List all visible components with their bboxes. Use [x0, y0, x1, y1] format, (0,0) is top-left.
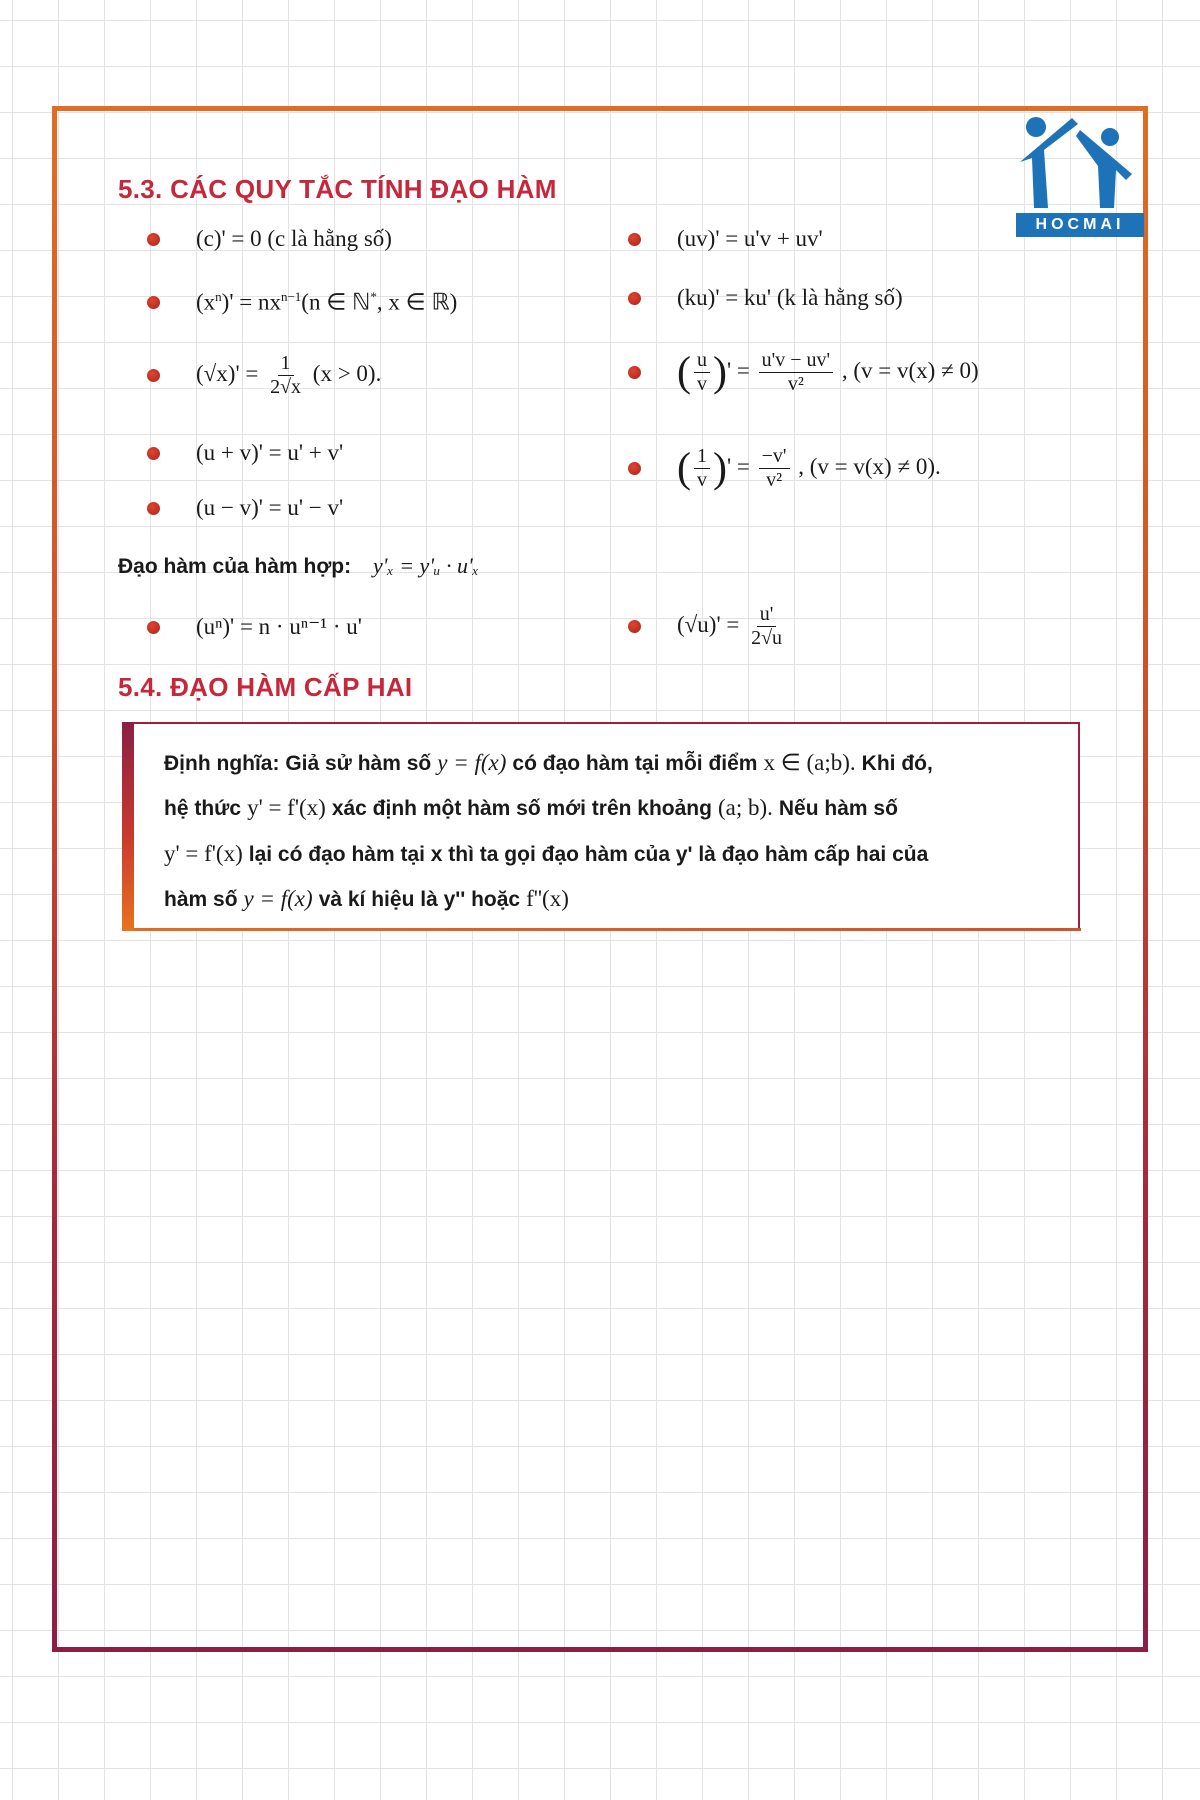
rule-product: (uv)' = u'v + uv'	[628, 226, 823, 252]
hocmai-logo	[1008, 110, 1144, 238]
bullet-icon	[147, 369, 160, 382]
rule-difference: (u − v)' = u' − v'	[147, 495, 343, 521]
rule-composite-power: (uⁿ)' = n · uⁿ⁻¹ · u'	[147, 614, 362, 640]
bullet-icon	[147, 621, 160, 634]
bullet-icon	[147, 296, 160, 309]
bullet-icon	[628, 292, 641, 305]
rule-composite-sqrt: (√u)' = $\frac{u'}{2√u}$	[628, 603, 788, 650]
section-title-second-derivative: 5.4. ĐẠO HÀM CẤP HAI	[118, 672, 413, 702]
definition-box	[122, 722, 1080, 930]
rule-sum: (u + v)' = u' + v'	[147, 440, 343, 466]
section-title-rules: 5.3. CÁC QUY TẮC TÍNH ĐẠO HÀM	[118, 174, 557, 204]
logo-text: HOCMAI	[1016, 213, 1144, 237]
bullet-icon	[147, 233, 160, 246]
definition-line-2: hệ thức y' = f'(x) xác định một hàm số mới trên khoảng (a; b). Nếu hàm số	[164, 795, 898, 820]
rule-scalar: (ku)' = ku' (k là hằng số)	[628, 285, 903, 311]
bullet-icon	[628, 620, 641, 633]
definition-line-4: hàm số y = f(x) và kí hiệu là y'' hoặc f''(x)	[164, 886, 569, 911]
definition-line-3: y' = f'(x) lại có đạo hàm tại x thì ta gọi đạo hàm của y' là đạo hàm cấp hai của	[164, 841, 929, 866]
bullet-icon	[147, 447, 160, 460]
composite-rule	[118, 553, 479, 579]
rule-reciprocal: ( $\frac{1}{v}$ )' = $\frac{-v'}{\text{v²}}$ , (v = v(x) ≠ 0).	[628, 445, 941, 492]
composite-label: Đạo hàm của hàm hợp:	[118, 555, 352, 578]
bullet-icon	[147, 502, 160, 515]
logo-figures-icon	[1014, 110, 1142, 214]
composite-formula: y'ₓ = y'ᵤ · u'ₓ	[372, 553, 479, 578]
rule-quotient: ( $\frac{u}{v}$ )' = $\frac{u'v - uv'}{\text{v²}}$ , (v = v(x) ≠ 0)	[628, 349, 979, 396]
rule-power: $(x^n)' = nx^{n-1}(n$ ∈ ℕ*, x ∈ ℝ)	[147, 289, 457, 316]
rule-constant: (c)' = 0 (c là hằng số)	[147, 226, 392, 252]
bullet-icon	[628, 233, 641, 246]
bullet-icon	[628, 462, 641, 475]
definition-line-1: Định nghĩa: Giả sử hàm số y = f(x) có đạo hàm tại mỗi điểm x ∈ (a;b). Khi đó,	[164, 750, 933, 775]
bullet-icon	[628, 366, 641, 379]
rule-sqrt: (√x)' = $\frac{1}{2√x}$ (x > 0).	[147, 352, 381, 399]
